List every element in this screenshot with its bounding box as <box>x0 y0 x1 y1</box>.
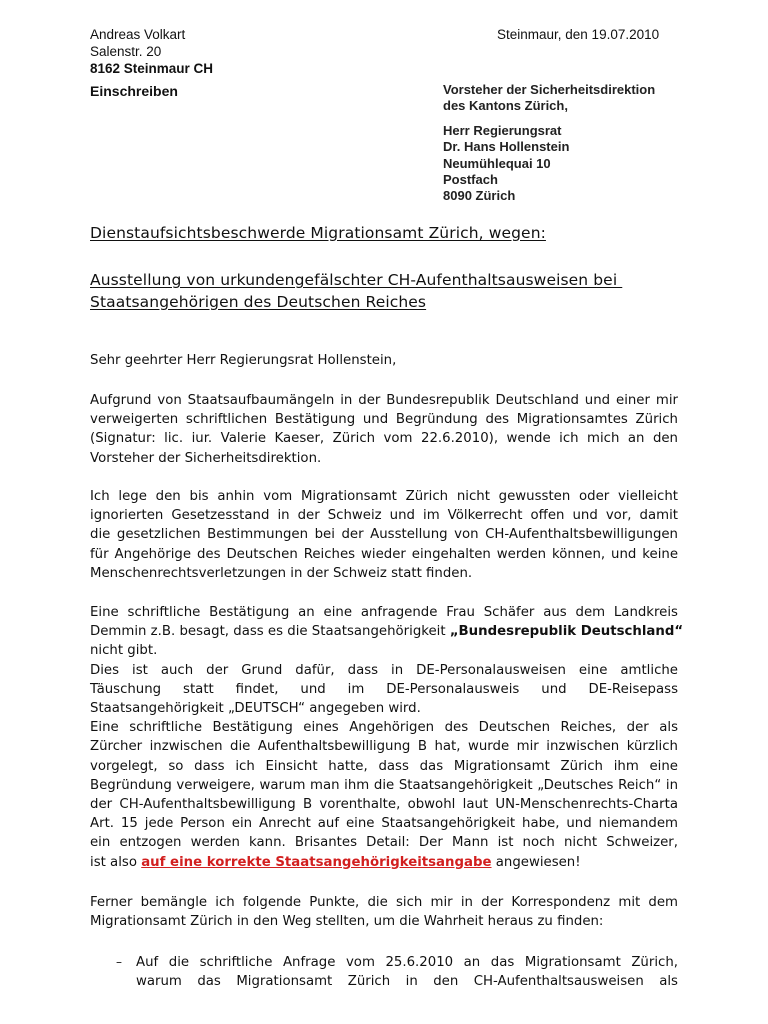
paragraph-line: für Angehörige des Deutschen Reiches wieder eingehalten werden können, und keine <box>90 546 678 562</box>
paragraph-2 <box>90 487 678 583</box>
paragraph-line: Begründung verweigere, warum man ihm die Staatsangehörigkeit „Deutsches Reich“ in <box>90 777 678 793</box>
paragraph-line: warum das Migrationsamt Zürich in den CH-Aufenthaltsausweisen als <box>136 974 678 990</box>
recipient-line-7: 8090 Zürich <box>443 188 516 204</box>
paragraph-line: Menschenrechtsverletzungen in der Schweiz statt finden. <box>90 565 473 581</box>
paragraph-line: vorgelegt, so dass ich Einsicht hatte, dass das Migrationsamt Zürich ihm eine <box>90 758 678 774</box>
sender-name: Andreas Volkart <box>90 27 186 42</box>
subject-line-1: Dienstaufsichtsbeschwerde Migrationsamt Zürich, wegen: <box>90 224 546 242</box>
sender-street: Salenstr. 20 <box>90 44 162 59</box>
paragraph-line: Ferner bemängle ich folgende Punkte, die sich mir in der Korrespondenz mit dem <box>90 895 678 910</box>
bold-term: „Bundesrepublik Deutschland“ <box>449 624 684 640</box>
paragraph-4 <box>90 893 678 931</box>
place-date: Steinmaur, den 19.07.2010 <box>497 27 660 42</box>
list-item <box>136 953 678 991</box>
paragraph-line: Zürcher inzwischen die Aufenthaltsbewilligung B hat, wurde mir inzwischen kürzlich <box>90 739 678 755</box>
salutation: Sehr geehrter Herr Regierungsrat Hollenstein, <box>90 353 397 368</box>
paragraph-line: Täuschung statt findet, und im DE-Personalausweis und DE-Reisepass <box>90 681 678 697</box>
registered-mail-label: Einschreiben <box>90 83 178 99</box>
recipient-line-6: Postfach <box>443 172 498 188</box>
sender-city: 8162 Steinmaur CH <box>90 61 214 76</box>
paragraph-line: Migrationsamt Zürich in den Weg stellten, um die Wahrheit heraus zu finden: <box>90 914 604 930</box>
paragraph-text: ist also <box>90 854 142 870</box>
paragraph-line: Art. 15 jede Person ein Anrecht auf eine Staatsangehörigkeit habe, und niemandem <box>90 816 678 832</box>
subject-line-3: Staatsangehörigen des Deutschen Reiches <box>90 293 427 311</box>
paragraph-text: Demmin z.B. besagt, dass es die Staatsangehörigkeit <box>90 624 450 640</box>
sender-block <box>90 26 213 77</box>
paragraph-line <box>90 853 678 872</box>
paragraph-line: ein entzogen werden kann. Brisantes Detail: Der Mann ist noch nicht Schweizer, <box>90 835 678 851</box>
paragraph-line: die gesetzlichen Bestimmungen bei der Ausstellung von CH-Aufenthaltsbewilligungen <box>90 527 678 543</box>
paragraph-line: Eine schriftliche Bestätigung eines Angehörigen des Deutschen Reiches, der als <box>90 720 678 736</box>
paragraph-line: Aufgrund von Staatsaufbaumängeln in der Bundesrepublik Deutschland und einer mir <box>90 393 678 408</box>
paragraph-line: (Signatur: lic. iur. Valerie Kaeser, Zürich vom 22.6.2010), wende ich mich an den <box>90 431 678 447</box>
paragraph-line: nicht gibt. <box>90 643 158 659</box>
paragraph-3 <box>90 603 684 872</box>
paragraph-text: angewiesen! <box>491 854 581 870</box>
recipient-block <box>443 82 655 205</box>
paragraph-line: ignorierten Gesetzesstand in der Schweiz und im Völkerrecht offen und vor, damit <box>90 508 678 524</box>
highlighted-phrase: auf eine korrekte Staatsangehörigkeitsangabe <box>141 854 492 870</box>
paragraph-line: verweigerten schriftlichen Bestätigung und Begründung des Migrationsamtes Zürich <box>90 412 678 428</box>
paragraph-line <box>90 622 684 641</box>
list-bullet: – <box>116 955 122 969</box>
paragraph-1 <box>90 391 678 468</box>
paragraph-line: der CH-Aufenthaltsbewilligung B vorenthalte, obwohl laut UN-Menschenrechts-Charta <box>90 797 678 813</box>
subject-line-2: Ausstellung von urkundengefälschter CH-Aufenthaltsausweisen bei <box>90 271 623 289</box>
paragraph-line: Auf die schriftliche Anfrage vom 25.6.2010 an das Migrationsamt Zürich, <box>136 955 678 970</box>
paragraph-line: Dies ist auch der Grund dafür, dass in DE-Personalausweisen eine amtliche <box>90 662 678 678</box>
recipient-line-2: des Kantons Zürich, <box>443 98 568 114</box>
paragraph-line: Ich lege den bis anhin vom Migrationsamt Zürich nicht gewussten oder vielleicht <box>90 489 678 504</box>
paragraph-line: Staatsangehörigkeit „DEUTSCH“ angegeben wird. <box>90 701 421 717</box>
recipient-line-1: Vorsteher der Sicherheitsdirektion <box>443 82 656 97</box>
recipient-line-3: Herr Regierungsrat <box>443 122 562 138</box>
paragraph-line: Vorsteher der Sicherheitsdirektion. <box>90 450 322 466</box>
paragraph-line: Eine schriftliche Bestätigung an eine anfragende Frau Schäfer aus dem Landkreis <box>90 605 678 620</box>
recipient-line-5: Neumühlequai 10 <box>443 155 551 171</box>
recipient-line-4: Dr. Hans Hollenstein <box>443 139 570 155</box>
